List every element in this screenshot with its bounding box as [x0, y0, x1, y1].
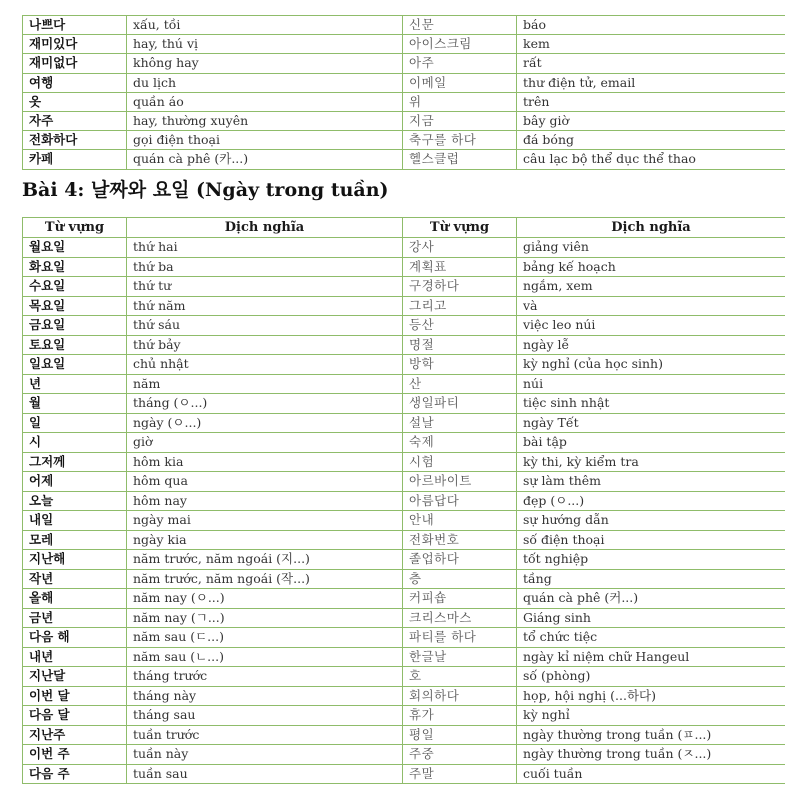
vietnamese-meaning: quần áo [127, 92, 403, 111]
korean-word: 모레 [23, 530, 127, 550]
vietnamese-meaning: ngày mai [127, 511, 403, 531]
table-row [23, 131, 785, 150]
vietnamese-meaning: tầng [517, 569, 785, 589]
vietnamese-meaning: bảng kế hoạch [517, 257, 785, 277]
korean-word: 오늘 [23, 491, 127, 511]
table-row [23, 472, 785, 492]
korean-word: 여행 [23, 73, 127, 92]
table-row [23, 628, 785, 648]
table-row [23, 433, 785, 453]
table-row [23, 686, 785, 706]
vietnamese-meaning: Giáng sinh [517, 608, 785, 628]
korean-word: 휴가 [403, 706, 517, 726]
vietnamese-meaning: hay, thường xuyên [127, 111, 403, 130]
table-row [23, 238, 785, 258]
table-row [23, 647, 785, 667]
vietnamese-meaning: tháng trước [127, 667, 403, 687]
vietnamese-meaning: thứ bảy [127, 335, 403, 355]
korean-word: 자주 [23, 111, 127, 130]
table-row [23, 374, 785, 394]
vietnamese-meaning: năm sau (ㄷ...) [127, 628, 403, 648]
vietnamese-meaning: tháng sau [127, 706, 403, 726]
vietnamese-meaning: việc leo núi [517, 316, 785, 336]
vietnamese-meaning: thư điện tử, email [517, 73, 785, 92]
vietnamese-meaning: số (phòng) [517, 667, 785, 687]
vietnamese-meaning: tốt nghiệp [517, 550, 785, 570]
table-row [23, 111, 785, 130]
table-row [23, 745, 785, 765]
korean-word: 시 [23, 433, 127, 453]
korean-word: 월요일 [23, 238, 127, 258]
korean-word: 지난해 [23, 550, 127, 570]
korean-word: 숙제 [403, 433, 517, 453]
vietnamese-meaning: thứ hai [127, 238, 403, 258]
vietnamese-meaning: hôm nay [127, 491, 403, 511]
table-row [23, 569, 785, 589]
korean-word: 방학 [403, 355, 517, 375]
table-row [23, 725, 785, 745]
vietnamese-meaning: hay, thú vị [127, 35, 403, 54]
vietnamese-meaning: cuối tuần [517, 764, 785, 784]
vietnamese-meaning: tuần sau [127, 764, 403, 784]
vietnamese-meaning: năm [127, 374, 403, 394]
korean-word: 위 [403, 92, 517, 111]
korean-word: 작년 [23, 569, 127, 589]
korean-word: 지난주 [23, 725, 127, 745]
vietnamese-meaning: đá bóng [517, 131, 785, 150]
table-row [23, 257, 785, 277]
vietnamese-meaning: ngày thường trong tuần (ㅍ...) [517, 725, 785, 745]
vietnamese-meaning: xấu, tồi [127, 16, 403, 35]
vietnamese-meaning: giờ [127, 433, 403, 453]
korean-word: 계획표 [403, 257, 517, 277]
table-row [23, 355, 785, 375]
vietnamese-meaning: ngày Tết [517, 413, 785, 433]
table-row [23, 608, 785, 628]
korean-word: 재미없다 [23, 54, 127, 73]
vietnamese-meaning: ngày lễ [517, 335, 785, 355]
korean-word: 이번 달 [23, 686, 127, 706]
korean-word: 설날 [403, 413, 517, 433]
vietnamese-meaning: trên [517, 92, 785, 111]
korean-word: 수요일 [23, 277, 127, 297]
korean-word: 안내 [403, 511, 517, 531]
korean-word: 평일 [403, 725, 517, 745]
vietnamese-meaning: quán cà phê (커...) [517, 589, 785, 609]
korean-word: 전화번호 [403, 530, 517, 550]
vocab-table-lesson-3-tail [22, 15, 785, 170]
vietnamese-meaning: giảng viên [517, 238, 785, 258]
header-meaning-2: Dịch nghĩa [517, 218, 785, 238]
vietnamese-meaning: thứ sáu [127, 316, 403, 336]
korean-word: 파티를 하다 [403, 628, 517, 648]
vietnamese-meaning: ngày (ㅇ...) [127, 413, 403, 433]
vietnamese-meaning: hôm kia [127, 452, 403, 472]
table-row [23, 667, 785, 687]
korean-word: 아름답다 [403, 491, 517, 511]
table-row [23, 335, 785, 355]
korean-word: 토요일 [23, 335, 127, 355]
table-row [23, 452, 785, 472]
korean-word: 어제 [23, 472, 127, 492]
vietnamese-meaning: kỳ thi, kỳ kiểm tra [517, 452, 785, 472]
header-meaning-1: Dịch nghĩa [127, 218, 403, 238]
vietnamese-meaning: kỳ nghỉ [517, 706, 785, 726]
table-row [23, 54, 785, 73]
header-vocab-2: Từ vựng [403, 218, 517, 238]
vietnamese-meaning: số điện thoại [517, 530, 785, 550]
vietnamese-meaning: thứ ba [127, 257, 403, 277]
vietnamese-meaning: chủ nhật [127, 355, 403, 375]
korean-word: 축구를 하다 [403, 131, 517, 150]
vietnamese-meaning: rất [517, 54, 785, 73]
korean-word: 내일 [23, 511, 127, 531]
vietnamese-meaning: ngắm, xem [517, 277, 785, 297]
vietnamese-meaning: kỳ nghỉ (của học sinh) [517, 355, 785, 375]
korean-word: 나쁘다 [23, 16, 127, 35]
korean-word: 전화하다 [23, 131, 127, 150]
vietnamese-meaning: thứ năm [127, 296, 403, 316]
korean-word: 아주 [403, 54, 517, 73]
vietnamese-meaning: tuần trước [127, 725, 403, 745]
vietnamese-meaning: họp, hội nghị (...하다) [517, 686, 785, 706]
vietnamese-meaning: sự hướng dẫn [517, 511, 785, 531]
table-row [23, 589, 785, 609]
korean-word: 내년 [23, 647, 127, 667]
korean-word: 일 [23, 413, 127, 433]
korean-word: 명절 [403, 335, 517, 355]
korean-word: 호 [403, 667, 517, 687]
vietnamese-meaning: năm nay (ㅇ...) [127, 589, 403, 609]
table-row [23, 511, 785, 531]
korean-word: 구경하다 [403, 277, 517, 297]
vietnamese-meaning: ngày kỉ niệm chữ Hangeul [517, 647, 785, 667]
korean-word: 다음 해 [23, 628, 127, 648]
vietnamese-meaning: không hay [127, 54, 403, 73]
korean-word: 이번 주 [23, 745, 127, 765]
table-header-row [23, 218, 785, 238]
vietnamese-meaning: kem [517, 35, 785, 54]
vietnamese-meaning: bây giờ [517, 111, 785, 130]
vietnamese-meaning: báo [517, 16, 785, 35]
table-row [23, 413, 785, 433]
korean-word: 일요일 [23, 355, 127, 375]
korean-word: 다음 달 [23, 706, 127, 726]
korean-word: 년 [23, 374, 127, 394]
table-row [23, 394, 785, 414]
korean-word: 층 [403, 569, 517, 589]
korean-word: 금년 [23, 608, 127, 628]
table-row [23, 296, 785, 316]
korean-word: 커피숍 [403, 589, 517, 609]
korean-word: 화요일 [23, 257, 127, 277]
korean-word: 그저께 [23, 452, 127, 472]
vietnamese-meaning: sự làm thêm [517, 472, 785, 492]
vietnamese-meaning: tháng (ㅇ...) [127, 394, 403, 414]
table-row [23, 35, 785, 54]
vietnamese-meaning: ngày kia [127, 530, 403, 550]
korean-word: 카페 [23, 150, 127, 169]
korean-word: 지금 [403, 111, 517, 130]
korean-word: 강사 [403, 238, 517, 258]
korean-word: 헬스클럽 [403, 150, 517, 169]
vietnamese-meaning: du lịch [127, 73, 403, 92]
vietnamese-meaning: ngày thường trong tuần (ㅈ...) [517, 745, 785, 765]
korean-word: 시험 [403, 452, 517, 472]
vietnamese-meaning: tuần này [127, 745, 403, 765]
table-row [23, 530, 785, 550]
korean-word: 월 [23, 394, 127, 414]
korean-word: 신문 [403, 16, 517, 35]
table-row [23, 706, 785, 726]
vietnamese-meaning: núi [517, 374, 785, 394]
header-vocab-1: Từ vựng [23, 218, 127, 238]
korean-word: 아르바이트 [403, 472, 517, 492]
table-row [23, 550, 785, 570]
korean-word: 아이스크림 [403, 35, 517, 54]
vietnamese-meaning: thứ tư [127, 277, 403, 297]
korean-word: 등산 [403, 316, 517, 336]
table-row [23, 316, 785, 336]
vietnamese-meaning: năm nay (ㄱ...) [127, 608, 403, 628]
lesson-4-heading: Bài 4: 날짜와 요일 (Ngày trong tuần) [22, 179, 389, 201]
vocab-table-lesson-4 [22, 217, 785, 784]
table-row [23, 73, 785, 92]
vietnamese-meaning: năm trước, năm ngoái (지...) [127, 550, 403, 570]
korean-word: 목요일 [23, 296, 127, 316]
table-row [23, 16, 785, 35]
table-row [23, 277, 785, 297]
table-row [23, 150, 785, 169]
vietnamese-meaning: đẹp (ㅇ...) [517, 491, 785, 511]
vietnamese-meaning: hôm qua [127, 472, 403, 492]
vietnamese-meaning: tháng này [127, 686, 403, 706]
korean-word: 생일파티 [403, 394, 517, 414]
table-row [23, 491, 785, 511]
vietnamese-meaning: câu lạc bộ thể dục thể thao [517, 150, 785, 169]
vietnamese-meaning: tiệc sinh nhật [517, 394, 785, 414]
korean-word: 이메일 [403, 73, 517, 92]
korean-word: 주말 [403, 764, 517, 784]
korean-word: 올해 [23, 589, 127, 609]
korean-word: 그리고 [403, 296, 517, 316]
table-row [23, 92, 785, 111]
vietnamese-meaning: bài tập [517, 433, 785, 453]
korean-word: 한글날 [403, 647, 517, 667]
korean-word: 졸업하다 [403, 550, 517, 570]
table-row [23, 764, 785, 784]
korean-word: 주중 [403, 745, 517, 765]
korean-word: 산 [403, 374, 517, 394]
vietnamese-meaning: gọi điện thoại [127, 131, 403, 150]
korean-word: 회의하다 [403, 686, 517, 706]
vietnamese-meaning: quán cà phê (카...) [127, 150, 403, 169]
korean-word: 크리스마스 [403, 608, 517, 628]
korean-word: 금요일 [23, 316, 127, 336]
korean-word: 옷 [23, 92, 127, 111]
korean-word: 다음 주 [23, 764, 127, 784]
vietnamese-meaning: và [517, 296, 785, 316]
vietnamese-meaning: năm sau (ㄴ...) [127, 647, 403, 667]
korean-word: 지난달 [23, 667, 127, 687]
vietnamese-meaning: tổ chức tiệc [517, 628, 785, 648]
korean-word: 재미있다 [23, 35, 127, 54]
vietnamese-meaning: năm trước, năm ngoái (작...) [127, 569, 403, 589]
